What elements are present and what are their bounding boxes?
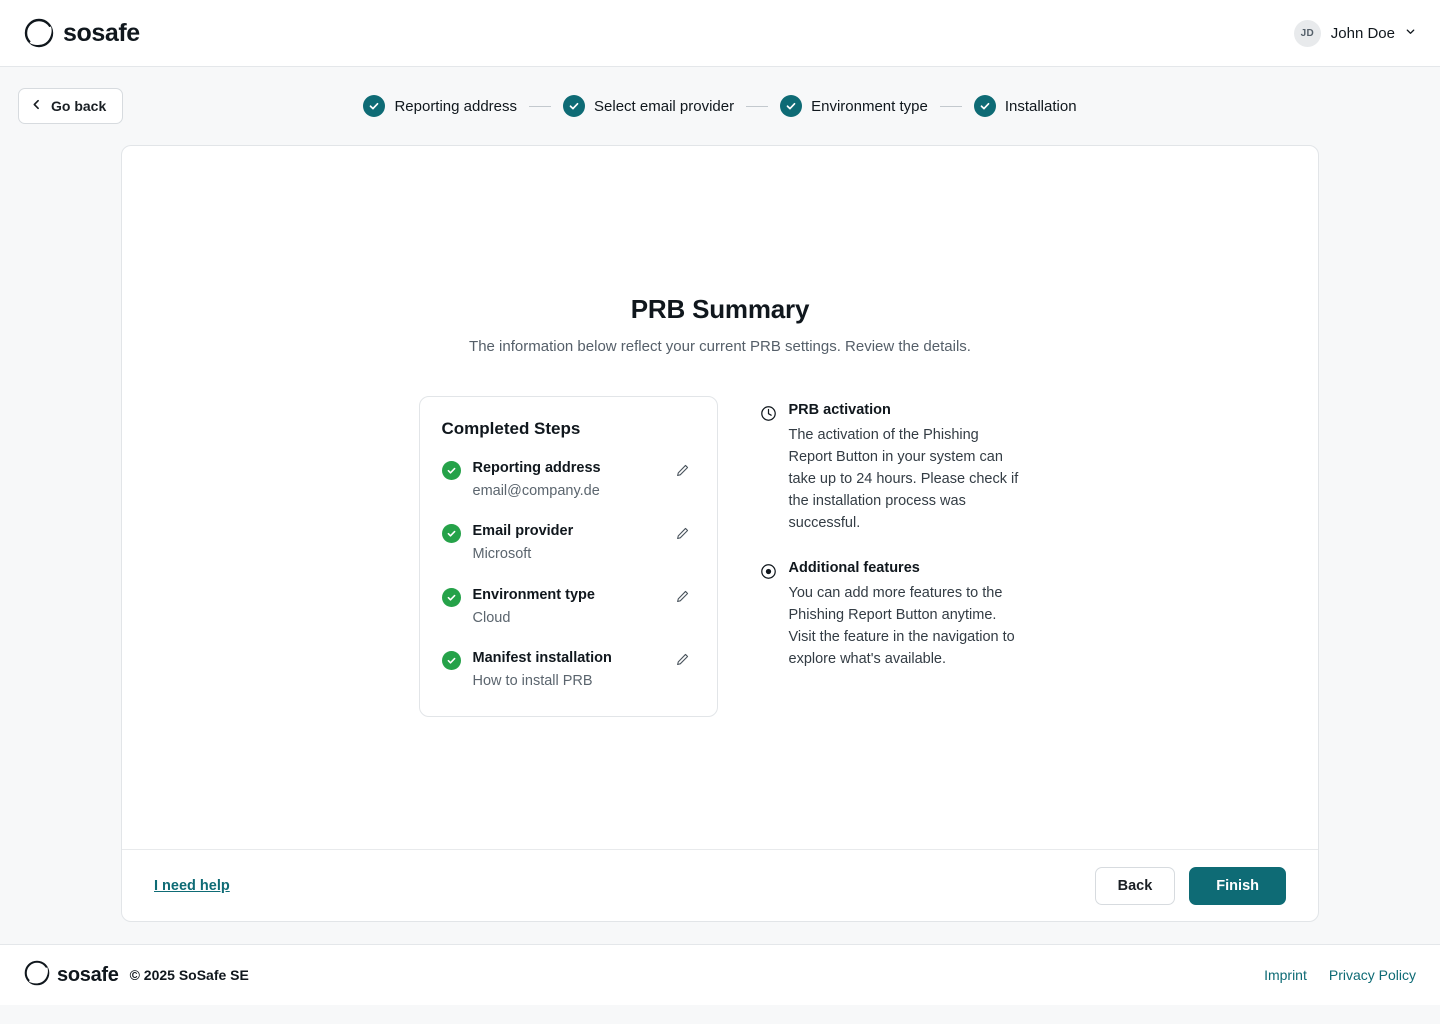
completed-step-environment-type bbox=[442, 586, 695, 627]
page-footer bbox=[0, 944, 1440, 1005]
avatar: JD bbox=[1294, 20, 1321, 47]
pencil-icon[interactable] bbox=[675, 587, 695, 607]
chevron-down-icon bbox=[1405, 24, 1416, 42]
step-check-icon bbox=[974, 95, 996, 117]
completed-step-title: Email provider bbox=[472, 523, 574, 540]
info-text: You can add more features to the Phishing Report Button anytime. Visit the feature in the navigation to explore what's available. bbox=[788, 585, 1015, 668]
pencil-icon[interactable] bbox=[675, 460, 695, 480]
brand-logo-text: sosafe bbox=[63, 18, 140, 47]
card-footer bbox=[122, 849, 1318, 921]
card-body bbox=[122, 146, 1318, 849]
step-label: Installation bbox=[1004, 97, 1077, 115]
footer-links bbox=[1264, 967, 1416, 983]
step-label: Select email provider bbox=[594, 97, 735, 115]
go-back-button[interactable] bbox=[18, 88, 123, 124]
sosafe-circle-icon bbox=[24, 960, 50, 991]
footer-logo-text: sosafe bbox=[57, 963, 119, 986]
imprint-link[interactable]: Imprint bbox=[1264, 967, 1307, 983]
info-additional-features bbox=[760, 560, 1022, 670]
user-menu[interactable] bbox=[1294, 20, 1416, 47]
sosafe-circle-icon bbox=[24, 18, 54, 48]
summary-card bbox=[121, 145, 1319, 922]
check-icon bbox=[442, 524, 461, 543]
step-check-icon bbox=[563, 95, 585, 117]
step-label: Environment type bbox=[811, 97, 928, 115]
finish-button[interactable]: Finish bbox=[1189, 867, 1286, 905]
step-check-icon bbox=[780, 95, 802, 117]
info-title: Additional features bbox=[788, 560, 920, 577]
info-column bbox=[760, 396, 1022, 717]
go-back-label: Go back bbox=[51, 98, 107, 114]
step-separator bbox=[746, 106, 768, 107]
completed-step-title: Reporting address bbox=[472, 460, 601, 476]
pencil-icon[interactable] bbox=[675, 523, 695, 543]
summary-columns bbox=[122, 396, 1318, 717]
completed-step-value: Cloud bbox=[472, 609, 511, 626]
footer-left bbox=[24, 960, 249, 991]
step-reporting-address[interactable] bbox=[363, 95, 517, 117]
completed-steps-title: Completed Steps bbox=[441, 419, 581, 438]
completed-step-value: How to install PRB bbox=[472, 672, 593, 689]
step-environment-type[interactable] bbox=[780, 95, 928, 117]
completed-step-value: email@company.de bbox=[472, 483, 600, 500]
stepper-bar bbox=[0, 67, 1440, 145]
check-icon bbox=[442, 651, 461, 670]
info-prb-activation bbox=[760, 402, 1022, 534]
top-bar bbox=[0, 0, 1440, 67]
step-separator bbox=[940, 106, 962, 107]
stepper bbox=[363, 95, 1076, 117]
completed-steps-panel bbox=[419, 396, 718, 717]
completed-step-value: Microsoft bbox=[472, 546, 532, 563]
footer-actions bbox=[1095, 867, 1286, 905]
info-title: PRB activation bbox=[788, 402, 891, 418]
step-installation[interactable] bbox=[974, 95, 1077, 117]
footer-logo bbox=[24, 960, 119, 991]
info-dot-icon bbox=[760, 563, 777, 580]
step-label: Reporting address bbox=[394, 97, 518, 115]
step-separator bbox=[529, 106, 551, 107]
user-name: John Doe bbox=[1330, 24, 1395, 42]
need-help-link[interactable]: I need help bbox=[154, 877, 230, 894]
check-icon bbox=[442, 461, 461, 480]
completed-step-title: Manifest installation bbox=[472, 649, 612, 666]
privacy-policy-link[interactable]: Privacy Policy bbox=[1328, 967, 1416, 983]
copyright-text: © 2025 SoSafe SE bbox=[129, 967, 249, 983]
clock-icon bbox=[760, 405, 777, 422]
completed-step-email-provider bbox=[442, 522, 695, 563]
completed-step-manifest-installation bbox=[442, 649, 695, 690]
check-icon bbox=[442, 588, 461, 607]
completed-step-reporting-address bbox=[442, 459, 695, 500]
chevron-left-icon bbox=[30, 98, 43, 114]
info-text: The activation of the Phishing Report Button in your system can take up to 24 hours. Please check if the installation process was successful. bbox=[788, 427, 1019, 532]
step-select-email-provider[interactable] bbox=[563, 95, 734, 117]
completed-step-title: Environment type bbox=[472, 586, 595, 603]
page-title: PRB Summary bbox=[630, 294, 810, 324]
page-heading bbox=[122, 294, 1318, 355]
page-subtitle: The information below reflect your current PRB settings. Review the details. bbox=[469, 338, 971, 355]
step-check-icon bbox=[363, 95, 385, 117]
pencil-icon[interactable] bbox=[675, 650, 695, 670]
brand-logo[interactable] bbox=[24, 18, 140, 48]
back-button[interactable]: Back bbox=[1095, 867, 1176, 905]
